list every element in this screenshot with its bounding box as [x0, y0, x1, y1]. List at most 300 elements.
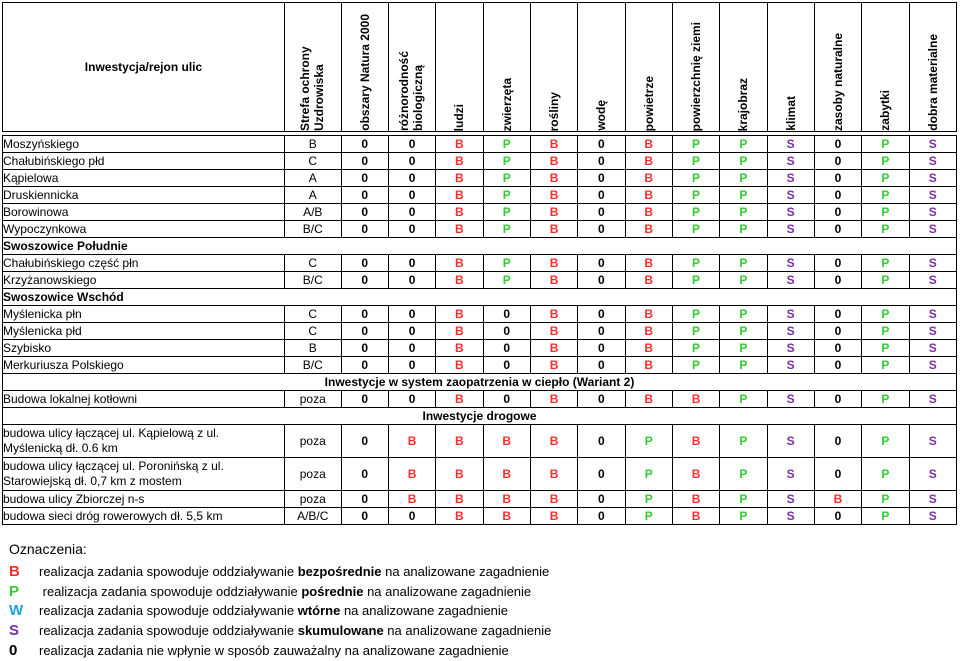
impact-cell: P: [625, 491, 672, 508]
row-name: Wypoczynkowa: [3, 221, 285, 238]
impact-cell: 0: [578, 391, 625, 408]
zone-cell: C: [284, 306, 341, 323]
column-header: [862, 3, 909, 132]
column-header: [909, 3, 957, 132]
row-name: [3, 425, 285, 458]
impact-cell: P: [672, 323, 719, 340]
impact-cell: B: [388, 491, 435, 508]
impact-cell: S: [767, 323, 814, 340]
impact-cell: B: [436, 508, 483, 525]
impact-cell: B: [625, 221, 672, 238]
impact-cell: S: [767, 221, 814, 238]
impact-cell: 0: [578, 425, 625, 458]
impact-cell: S: [767, 508, 814, 525]
impact-cell: P: [720, 323, 767, 340]
zone-cell: C: [284, 153, 341, 170]
impact-cell: P: [720, 391, 767, 408]
row-name: Budowa lokalnej kotłowni: [3, 391, 285, 408]
impact-cell: B: [530, 357, 577, 374]
table-row: [3, 491, 957, 508]
column-header-label: powierzchnię ziemi: [689, 21, 704, 131]
zone-cell: B/C: [284, 357, 341, 374]
impact-cell: 0: [814, 508, 861, 525]
column-header-label: krajobraz: [736, 77, 751, 131]
table-row: [3, 458, 957, 491]
impact-cell: P: [483, 153, 530, 170]
table-row: [3, 170, 957, 187]
impact-cell: S: [909, 136, 957, 153]
impact-cell: 0: [341, 458, 388, 491]
impact-cell: B: [625, 255, 672, 272]
impact-cell: B: [625, 204, 672, 221]
impact-cell: 0: [388, 508, 435, 525]
impact-cell: 0: [814, 255, 861, 272]
impact-cell: 0: [341, 425, 388, 458]
table-row: [3, 425, 957, 458]
zone-cell: B/C: [284, 221, 341, 238]
impact-cell: P: [672, 204, 719, 221]
impact-cell: S: [909, 187, 957, 204]
impact-cell: P: [672, 136, 719, 153]
table-row: [3, 153, 957, 170]
impact-cell: 0: [341, 357, 388, 374]
impact-cell: 0: [578, 508, 625, 525]
impact-cell: 0: [578, 323, 625, 340]
impact-cell: B: [483, 508, 530, 525]
impact-cell: P: [862, 136, 909, 153]
column-header-label: zwierzęta: [499, 77, 514, 131]
column-header: [767, 3, 814, 132]
row-name: Borowinowa: [3, 204, 285, 221]
row-name: Myślenicka płd: [3, 323, 285, 340]
column-header-label: obszary Natura 2000: [357, 14, 372, 131]
table-row: [3, 136, 957, 153]
impact-cell: P: [720, 458, 767, 491]
impact-cell: B: [483, 458, 530, 491]
legend-text: realizacja zadania spowoduje oddziaływanie: [39, 623, 298, 639]
impact-cell: B: [530, 136, 577, 153]
table-row: [3, 391, 957, 408]
impact-cell: S: [909, 255, 957, 272]
zone-cell: A: [284, 187, 341, 204]
impact-cell: P: [862, 187, 909, 204]
impact-cell: B: [530, 255, 577, 272]
column-header-label: powietrze: [641, 75, 656, 131]
section-row: [3, 238, 957, 255]
legend-text: realizacja zadania nie wpłynie w sposób zauważalny na analizowane zagadnienie: [39, 642, 509, 658]
column-header-label: dobra materialne: [925, 34, 940, 131]
section-label: Swoszowice Południe: [3, 238, 957, 255]
impact-cell: 0: [814, 425, 861, 458]
impact-cell: S: [909, 357, 957, 374]
impact-cell: P: [672, 187, 719, 204]
impact-cell: 0: [341, 272, 388, 289]
legend-title: Oznaczenia:: [9, 541, 87, 557]
impact-cell: P: [672, 340, 719, 357]
impact-cell: P: [862, 153, 909, 170]
impact-cell: 0: [483, 391, 530, 408]
impact-cell: S: [767, 272, 814, 289]
impact-cell: B: [530, 508, 577, 525]
legend-text: realizacja zadania spowoduje oddziaływanie: [39, 583, 302, 599]
impact-cell: B: [436, 391, 483, 408]
impact-cell: P: [862, 508, 909, 525]
table-row: [3, 323, 957, 340]
zone-cell: B: [284, 136, 341, 153]
legend-symbol: B: [9, 562, 20, 580]
impact-cell: 0: [388, 391, 435, 408]
impact-cell: S: [767, 136, 814, 153]
impact-cell: B: [483, 491, 530, 508]
impact-cell: P: [625, 508, 672, 525]
impact-cell: P: [720, 204, 767, 221]
impact-cell: B: [625, 170, 672, 187]
impact-cell: P: [672, 357, 719, 374]
impact-cell: P: [720, 272, 767, 289]
column-header: [625, 3, 672, 132]
impact-cell: 0: [341, 508, 388, 525]
impact-cell: P: [862, 340, 909, 357]
row-name-line: Starowiejską dł. 0,7 km z mostem: [3, 474, 182, 488]
impact-cell: S: [767, 306, 814, 323]
impact-cell: B: [436, 170, 483, 187]
impact-cell: 0: [341, 153, 388, 170]
impact-cell: 0: [578, 187, 625, 204]
row-name: Krzyżanowskiego: [3, 272, 285, 289]
column-header: [530, 3, 577, 132]
table-row: [3, 204, 957, 221]
impact-cell: S: [909, 170, 957, 187]
impact-cell: 0: [814, 340, 861, 357]
impact-cell: 0: [814, 187, 861, 204]
impact-cell: 0: [578, 136, 625, 153]
impact-cell: P: [720, 221, 767, 238]
impact-cell: P: [720, 170, 767, 187]
legend-item: [9, 562, 551, 582]
impact-cell: 0: [388, 255, 435, 272]
impact-cell: B: [530, 272, 577, 289]
impact-cell: S: [767, 391, 814, 408]
legend-text-end: na analizowane zagadnienie: [340, 603, 509, 619]
impact-cell: B: [530, 187, 577, 204]
legend-items: [9, 562, 551, 661]
impact-cell: P: [862, 425, 909, 458]
impact-cell: S: [767, 491, 814, 508]
table-row: [3, 187, 957, 204]
impact-cell: P: [720, 425, 767, 458]
column-header-label: ludzi: [452, 103, 467, 131]
impact-cell: P: [625, 425, 672, 458]
impact-cell: 0: [814, 306, 861, 323]
impact-cell: B: [530, 458, 577, 491]
impact-cell: B: [436, 153, 483, 170]
impact-cell: 0: [578, 357, 625, 374]
banner-row: [3, 408, 957, 425]
impact-cell: 0: [388, 136, 435, 153]
impact-cell: S: [909, 323, 957, 340]
legend-emphasis: pośrednie: [301, 583, 364, 599]
impact-cell: P: [862, 458, 909, 491]
impact-cell: B: [530, 153, 577, 170]
impact-cell: 0: [814, 357, 861, 374]
impact-cell: P: [672, 306, 719, 323]
row-name: Chałubińskiego część płn: [3, 255, 285, 272]
impact-cell: 0: [578, 170, 625, 187]
impact-cell: S: [909, 508, 957, 525]
banner-row: [3, 374, 957, 391]
impact-cell: B: [625, 306, 672, 323]
impact-cell: P: [862, 391, 909, 408]
impact-cell: P: [720, 255, 767, 272]
impact-cell: 0: [814, 170, 861, 187]
impact-cell: 0: [814, 136, 861, 153]
impact-cell: P: [862, 221, 909, 238]
impact-cell: B: [672, 508, 719, 525]
impact-cell: 0: [388, 323, 435, 340]
impact-cell: 0: [578, 491, 625, 508]
zone-cell: poza: [284, 391, 341, 408]
impact-cell: P: [483, 170, 530, 187]
impact-cell: P: [483, 221, 530, 238]
row-name: Moszyńskiego: [3, 136, 285, 153]
impact-cell: B: [436, 306, 483, 323]
impact-cell: B: [814, 491, 861, 508]
impact-cell: 0: [388, 153, 435, 170]
impact-cell: 0: [814, 458, 861, 491]
impact-cell: 0: [578, 204, 625, 221]
table-row: [3, 272, 957, 289]
legend-text-end: na analizowane zagadnienie: [381, 563, 550, 579]
impact-cell: B: [625, 357, 672, 374]
impact-cell: 0: [341, 391, 388, 408]
impact-cell: P: [862, 357, 909, 374]
impact-cell: B: [436, 204, 483, 221]
impact-table: [2, 2, 957, 525]
impact-cell: S: [767, 255, 814, 272]
zone-cell: poza: [284, 458, 341, 491]
impact-cell: S: [767, 170, 814, 187]
impact-cell: S: [909, 340, 957, 357]
impact-cell: B: [388, 425, 435, 458]
header-title: Inwestycja/rejon ulic: [3, 3, 285, 132]
impact-cell: B: [530, 340, 577, 357]
legend-item: [9, 582, 551, 602]
impact-cell: S: [909, 458, 957, 491]
impact-cell: 0: [341, 255, 388, 272]
legend-text-end: na analizowane zagadnienie: [363, 583, 532, 599]
column-header-label: wodę: [594, 100, 609, 131]
impact-cell: 0: [814, 391, 861, 408]
impact-cell: 0: [388, 221, 435, 238]
impact-cell: S: [767, 458, 814, 491]
impact-cell: 0: [483, 323, 530, 340]
impact-cell: S: [767, 357, 814, 374]
impact-cell: B: [530, 323, 577, 340]
impact-cell: 0: [341, 187, 388, 204]
impact-cell: B: [530, 170, 577, 187]
column-header-label: zabytki: [878, 90, 893, 131]
impact-cell: S: [909, 204, 957, 221]
impact-cell: 0: [341, 221, 388, 238]
legend-item: [9, 641, 551, 661]
impact-cell: B: [436, 340, 483, 357]
legend-emphasis: skumulowane: [297, 623, 384, 639]
impact-cell: P: [862, 323, 909, 340]
impact-cell: 0: [388, 306, 435, 323]
impact-cell: B: [483, 425, 530, 458]
impact-cell: S: [909, 425, 957, 458]
impact-cell: B: [672, 491, 719, 508]
column-header: [720, 3, 767, 132]
impact-cell: S: [909, 391, 957, 408]
impact-cell: P: [672, 221, 719, 238]
row-name-line: budowa ulicy łączącej ul. Poronińską z ul.: [3, 459, 224, 473]
zone-cell: poza: [284, 491, 341, 508]
legend-text-end: na analizowane zagadnienie: [383, 623, 552, 639]
impact-cell: P: [720, 357, 767, 374]
zone-cell: C: [284, 323, 341, 340]
impact-cell: 0: [341, 340, 388, 357]
impact-cell: 0: [814, 153, 861, 170]
zone-cell: B/C: [284, 272, 341, 289]
row-name-line: Myślenicką dł. 0.6 km: [3, 441, 118, 455]
impact-cell: 0: [578, 255, 625, 272]
impact-cell: 0: [578, 272, 625, 289]
impact-cell: 0: [388, 340, 435, 357]
zone-cell: B: [284, 340, 341, 357]
row-name: Szybisko: [3, 340, 285, 357]
row-name: budowa sieci dróg rowerowych dł. 5,5 km: [3, 508, 285, 525]
impact-cell: B: [625, 323, 672, 340]
impact-cell: B: [672, 458, 719, 491]
legend-text: realizacja zadania spowoduje oddziaływanie: [39, 603, 298, 619]
impact-cell: 0: [814, 323, 861, 340]
impact-cell: S: [909, 491, 957, 508]
impact-cell: B: [436, 425, 483, 458]
impact-cell: 0: [341, 306, 388, 323]
row-name: Merkuriusza Polskiego: [3, 357, 285, 374]
impact-cell: B: [436, 255, 483, 272]
impact-cell: 0: [814, 272, 861, 289]
impact-cell: B: [436, 272, 483, 289]
impact-cell: S: [767, 425, 814, 458]
impact-cell: B: [625, 340, 672, 357]
impact-cell: B: [436, 187, 483, 204]
impact-cell: 0: [578, 153, 625, 170]
impact-cell: P: [862, 272, 909, 289]
impact-cell: 0: [341, 204, 388, 221]
impact-cell: 0: [388, 357, 435, 374]
column-header-label: Strefa ochrony Uzdrowiska: [297, 46, 326, 131]
legend-symbol: S: [9, 622, 20, 640]
impact-cell: 0: [388, 187, 435, 204]
table-row: [3, 340, 957, 357]
impact-cell: 0: [483, 357, 530, 374]
column-header: [388, 3, 435, 132]
impact-cell: S: [909, 306, 957, 323]
impact-cell: P: [483, 255, 530, 272]
section-label: Swoszowice Wschód: [3, 289, 957, 306]
impact-cell: P: [720, 340, 767, 357]
impact-cell: 0: [388, 272, 435, 289]
impact-cell: P: [720, 508, 767, 525]
legend-symbol: W: [9, 602, 24, 620]
row-name: Myślenicka płn: [3, 306, 285, 323]
table-header-row: [3, 3, 957, 132]
section-row: [3, 289, 957, 306]
impact-cell: B: [530, 221, 577, 238]
impact-cell: P: [862, 255, 909, 272]
impact-cell: B: [436, 357, 483, 374]
impact-cell: P: [672, 153, 719, 170]
zone-cell: C: [284, 255, 341, 272]
column-header: [436, 3, 483, 132]
impact-cell: P: [862, 306, 909, 323]
impact-cell: B: [530, 491, 577, 508]
column-header: [341, 3, 388, 132]
zone-cell: A/B: [284, 204, 341, 221]
impact-cell: B: [625, 153, 672, 170]
impact-cell: B: [436, 221, 483, 238]
table-row: [3, 306, 957, 323]
column-header: [814, 3, 861, 132]
column-header: [578, 3, 625, 132]
impact-cell: P: [862, 491, 909, 508]
impact-cell: 0: [483, 340, 530, 357]
impact-cell: P: [625, 458, 672, 491]
impact-cell: B: [436, 323, 483, 340]
impact-cell: B: [436, 458, 483, 491]
impact-cell: B: [672, 425, 719, 458]
impact-cell: B: [625, 136, 672, 153]
legend-symbol: 0: [9, 641, 18, 659]
table-row: [3, 255, 957, 272]
impact-cell: S: [767, 340, 814, 357]
impact-cell: S: [909, 272, 957, 289]
impact-cell: B: [625, 272, 672, 289]
impact-cell: P: [672, 170, 719, 187]
legend-text: realizacja zadania spowoduje oddziaływanie: [39, 563, 298, 579]
column-header-label: różnorodność biologiczną: [397, 51, 426, 131]
impact-cell: S: [767, 153, 814, 170]
impact-cell: 0: [578, 221, 625, 238]
row-name: Chałubińskiego płd: [3, 153, 285, 170]
impact-cell: 0: [388, 170, 435, 187]
impact-cell: B: [530, 204, 577, 221]
impact-cell: S: [909, 153, 957, 170]
impact-cell: B: [672, 391, 719, 408]
table-row: [3, 357, 957, 374]
zone-cell: A/B/C: [284, 508, 341, 525]
table-row: [3, 508, 957, 525]
impact-cell: B: [530, 425, 577, 458]
legend: [9, 540, 551, 661]
impact-cell: S: [767, 204, 814, 221]
column-header-label: klimat: [783, 96, 798, 131]
table-row: [3, 221, 957, 238]
impact-cell: 0: [578, 340, 625, 357]
impact-cell: P: [720, 491, 767, 508]
impact-cell: P: [720, 187, 767, 204]
row-name-line: budowa ulicy łączącej ul. Kąpielową z ul.: [3, 426, 220, 440]
column-header: [483, 3, 530, 132]
impact-cell: 0: [341, 491, 388, 508]
table-body: [3, 136, 957, 525]
impact-cell: S: [767, 187, 814, 204]
impact-cell: B: [625, 391, 672, 408]
impact-cell: P: [862, 204, 909, 221]
impact-cell: P: [483, 204, 530, 221]
